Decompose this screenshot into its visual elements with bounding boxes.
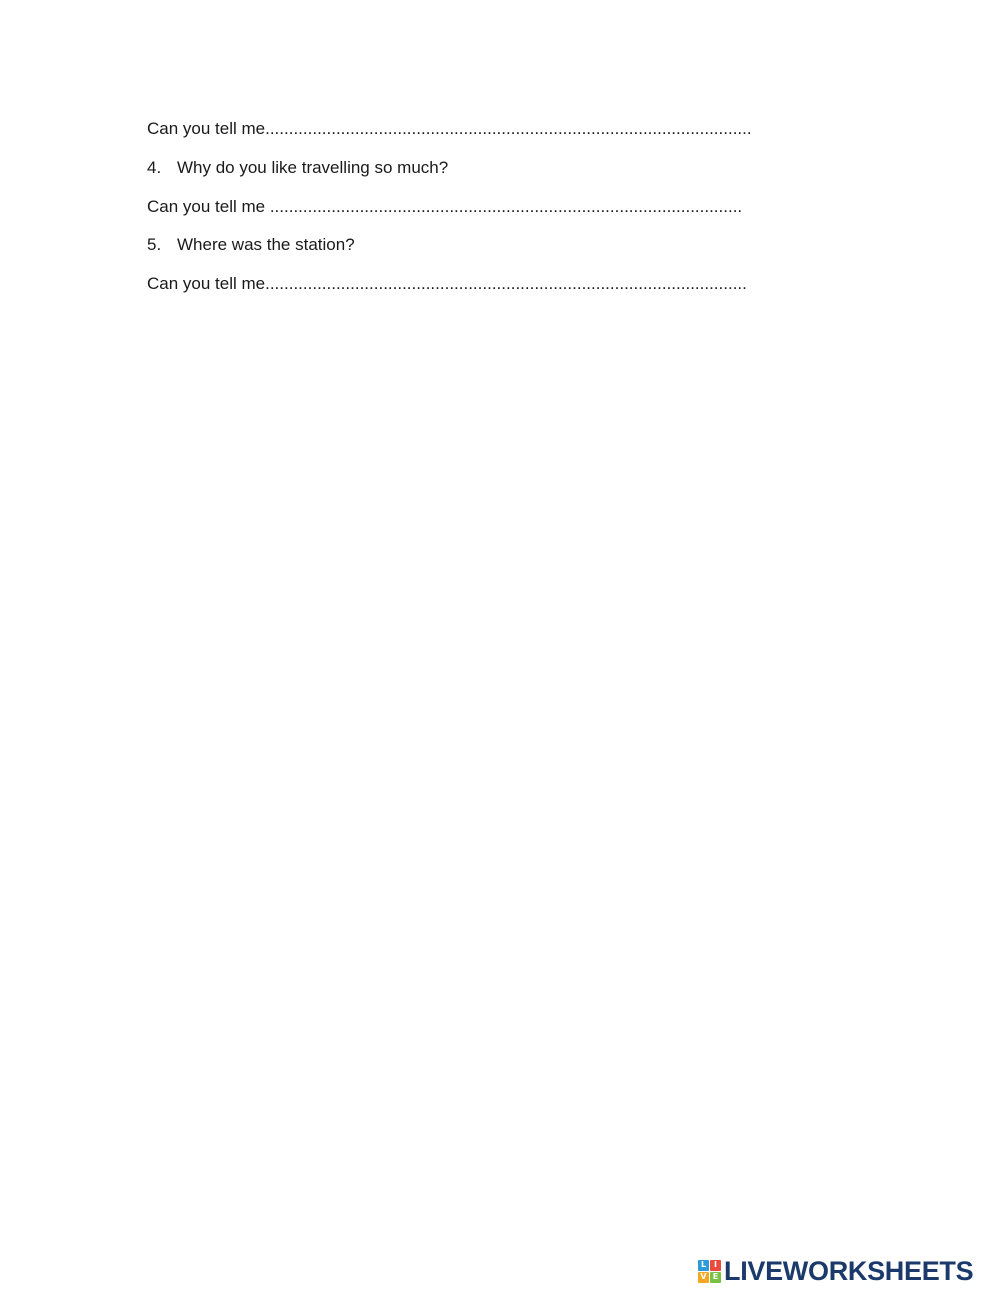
answer-line-text: Can you tell me....................................................................................................... bbox=[147, 119, 752, 138]
logo-wordmark: LIVEWORKSHEETS bbox=[724, 1255, 974, 1286]
liveworksheets-logo bbox=[698, 1257, 973, 1285]
question-5 bbox=[147, 234, 355, 256]
question-text: Why do you like travelling so much? bbox=[177, 158, 449, 177]
logo-cell-v: V bbox=[698, 1272, 709, 1283]
question-4 bbox=[147, 157, 448, 179]
logo-cell-l: L bbox=[698, 1260, 709, 1271]
answer-line-text: Can you tell me...................................................................................................... bbox=[147, 274, 747, 293]
question-number: 5. bbox=[147, 235, 162, 254]
answer-line-4[interactable] bbox=[147, 196, 742, 218]
logo-cell-i: I bbox=[710, 1260, 721, 1271]
question-text: Where was the station? bbox=[177, 235, 355, 254]
answer-line-5[interactable] bbox=[147, 273, 747, 295]
logo-grid-icon bbox=[698, 1260, 721, 1283]
logo-cell-e: E bbox=[710, 1272, 721, 1283]
question-number: 4. bbox=[147, 158, 162, 177]
answer-line-text: Can you tell me .................................................................................................... bbox=[147, 197, 743, 216]
answer-line-3[interactable] bbox=[147, 118, 752, 140]
